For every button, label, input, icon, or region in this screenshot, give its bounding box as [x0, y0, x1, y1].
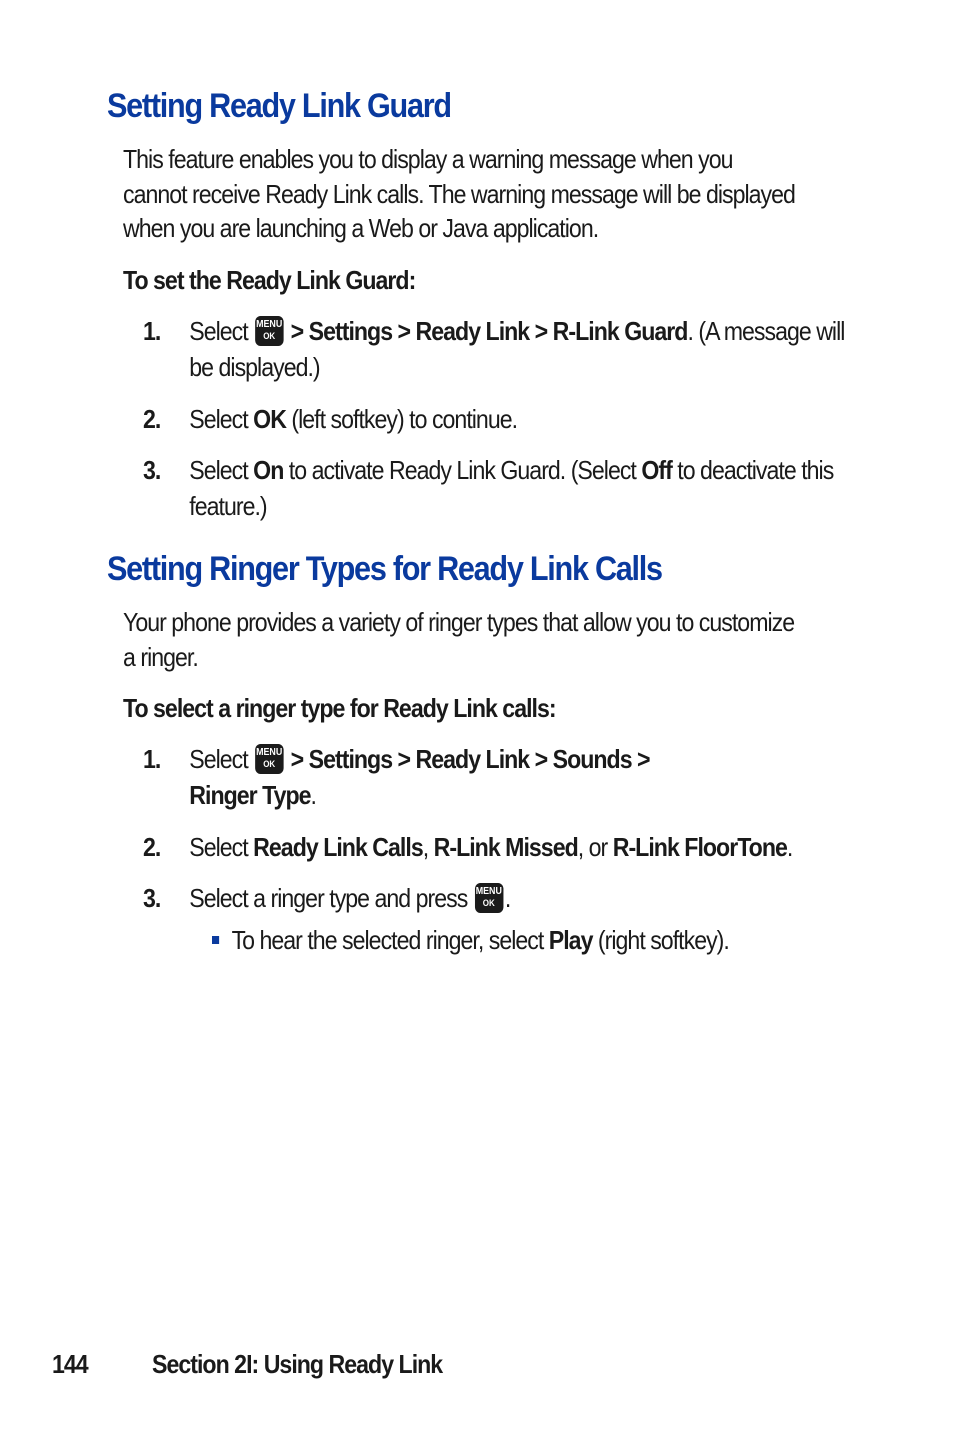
- footer-section-title: Section 2I: Using Ready Link: [152, 1349, 443, 1379]
- section-title-ready-link-guard: Setting Ready Link Guard: [107, 87, 451, 125]
- section1-subheading: To set the Ready Link Guard:: [123, 265, 416, 295]
- section1-step-1: 1. Select MENU OK > Settings > Ready Link > R-Link Guard. (A message will be displayed.): [143, 313, 855, 385]
- section2-step-2: 2. Select Ready Link Calls, R-Link Missed, or R-Link FloorTone.: [143, 829, 855, 865]
- menu-path: > Settings > Ready Link > R-Link Guard: [290, 316, 688, 346]
- menu-ok-key-icon: MENU OK: [255, 316, 283, 346]
- step-number: 1.: [143, 316, 161, 346]
- section1-step-2: 2. Select OK (left softkey) to continue.: [143, 401, 855, 437]
- section-title-ringer-types: Setting Ringer Types for Ready Link Calls: [107, 550, 662, 588]
- step-number: 1.: [143, 744, 161, 774]
- section2-intro: Your phone provides a variety of ringer types that allow you to customize a ringer.: [123, 607, 795, 672]
- step-number: 2.: [143, 404, 161, 434]
- section2-step-3: 3. Select a ringer type and press MENU OK .: [143, 880, 855, 916]
- step-number: 3.: [143, 883, 161, 913]
- page-number: 144: [52, 1349, 88, 1379]
- step-number: 2.: [143, 832, 161, 862]
- bullet-square-icon: [212, 936, 219, 944]
- section2-subheading: To select a ringer type for Ready Link calls:: [123, 693, 556, 723]
- step-number: 3.: [143, 455, 161, 485]
- menu-ok-key-icon: MENU OK: [255, 744, 283, 774]
- section2-step-1: 1. Select MENU OK > Settings > Ready Link > Sounds > Ringer Type.: [143, 741, 695, 813]
- section2-bullet: To hear the selected ringer, select Play (right softkey).: [212, 922, 835, 958]
- section1-step-3: 3. Select On to activate Ready Link Guard. (Select Off to deactivate this feature.): [143, 452, 855, 524]
- section1-intro: This feature enables you to display a warning message when you cannot receive Ready Link calls. The warning message will be displayed when you are launching a Web or Java application.: [123, 144, 795, 243]
- menu-ok-key-icon: MENU OK: [475, 883, 503, 913]
- menu-path: > Settings > Ready Link > Sounds > Ringer Type: [189, 744, 650, 810]
